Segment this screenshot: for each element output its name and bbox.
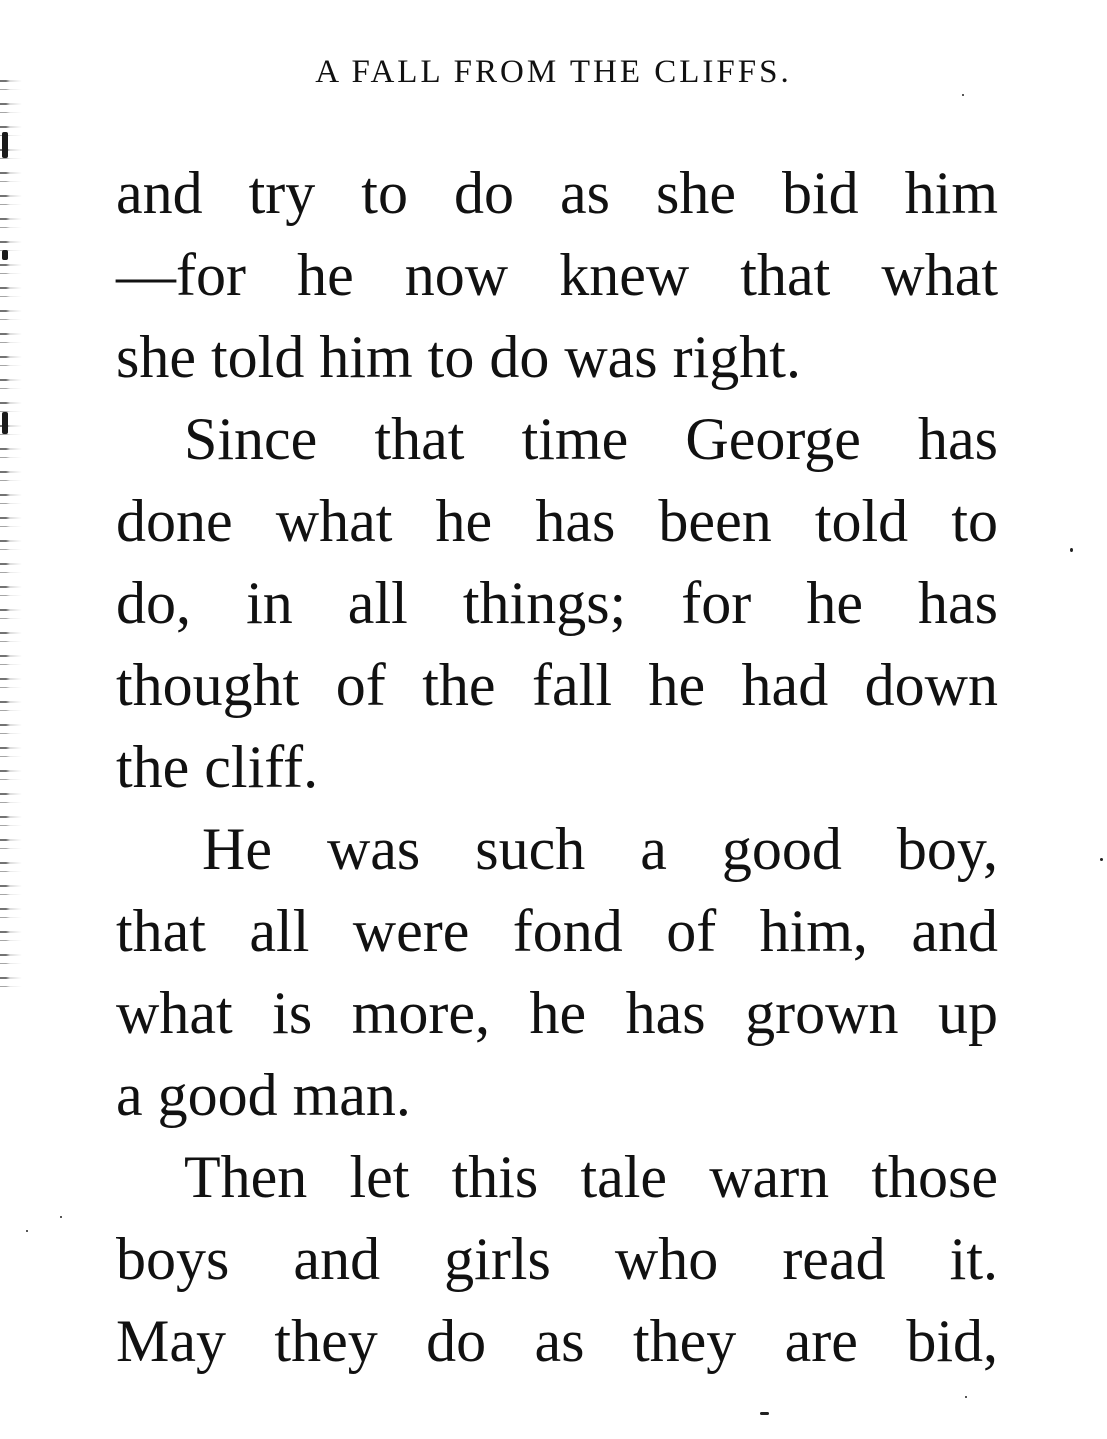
text-line: Then let this tale warn those: [184, 1144, 998, 1210]
paper-speck: [1070, 548, 1073, 552]
binding-shadow-mark: [2, 132, 8, 158]
text-line: do, in all things; for he has: [116, 570, 998, 636]
text-line: May they do as they are bid,: [116, 1308, 998, 1374]
binding-shadow-mark: [2, 250, 8, 260]
text-line: and try to do as she bid him: [116, 160, 998, 226]
paper-speck: [26, 1230, 28, 1232]
paper-speck: [60, 1216, 62, 1218]
page-binding-edge: [0, 80, 22, 1000]
body-text: [116, 152, 998, 1382]
text-line: He was such a good boy,: [202, 816, 998, 882]
text-line: Since that time George has: [184, 406, 998, 472]
text-line: she told him to do was right.: [116, 324, 801, 390]
text-line: a good man.: [116, 1062, 411, 1128]
paper-speck: [965, 1396, 967, 1398]
text-line: what is more, he has grown up: [116, 980, 998, 1046]
binding-shadow-mark: [2, 412, 8, 434]
text-line: that all were fond of him, and: [116, 898, 998, 964]
paper-speck: [1100, 858, 1103, 861]
paper-speck: [760, 1412, 769, 1415]
running-head: A FALL FROM THE CLIFFS.: [315, 54, 792, 90]
text-line: thought of the fall he had down: [116, 652, 998, 718]
text-line: done what he has been told to: [116, 488, 998, 554]
text-line: boys and girls who read it.: [116, 1226, 998, 1292]
text-line: —for he now knew that what: [116, 242, 998, 308]
text-line: the cliff.: [116, 734, 319, 800]
paper-speck: [962, 94, 964, 96]
